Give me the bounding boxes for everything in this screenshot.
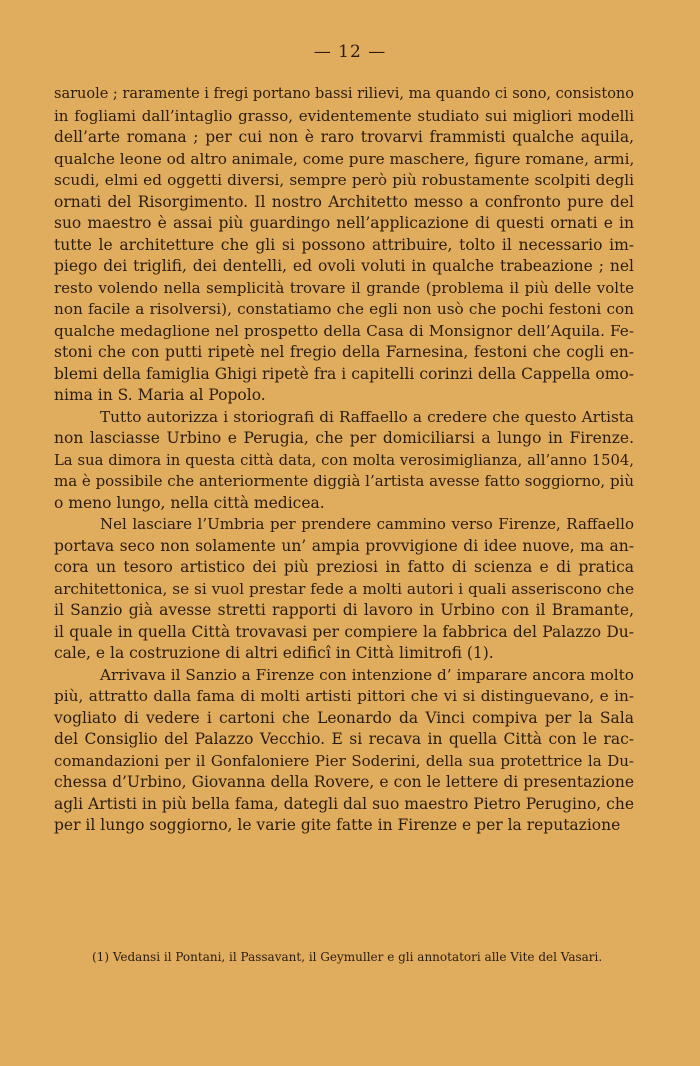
text-line: qualche medaglione nel prospetto della Casa di Monsignor dell’Aquila. Fe- — [54, 321, 634, 340]
footnote: (1) Vedansi il Pontani, il Passavant, il Geymuller e gli annotatori alle Vite del Vasari. — [92, 950, 603, 964]
text-line: agli Artisti in più bella fama, dategli dal suo maestro Pietro Perugino, che — [54, 794, 634, 813]
text-line: comandazioni per il Gonfaloniere Pier Soderini, della sua protettrice la Du- — [54, 751, 634, 770]
paragraph — [54, 665, 634, 837]
text-line: suo maestro è assai più guardingo nell’applicazione di questi ornati e in — [54, 214, 634, 232]
body-text — [54, 84, 634, 837]
text-line: blemi della famiglia Ghigi ripetè fra i capitelli corinzi della Cappella omo- — [54, 364, 634, 383]
text-line: il Sanzio già avesse stretti rapporti di lavoro in Urbino con il Bramante, — [54, 601, 634, 619]
text-line: cale, e la costruzione di altri edificî in Città limitrofi (1). — [54, 644, 494, 662]
text-line: chessa d’Urbino, Giovanna della Rovere, e con le lettere di presentazione — [54, 773, 634, 791]
text-line: La sua dimora in questa città data, con molta verosimiglianza, all’anno 1504, — [54, 451, 634, 469]
text-line: resto volendo nella semplicità trovare il grande (problema il più delle volte — [54, 278, 634, 297]
text-line: ornati del Risorgimento. Il nostro Architetto messo a confronto pure del — [54, 192, 634, 211]
text-line: qualche leone od altro animale, come pure maschere, figure romane, armi, — [54, 149, 635, 168]
text-line: saruole ; raramente i fregi portano bassi rilievi, ma quando ci sono, consistono — [54, 86, 634, 102]
page-number: — 12 — — [313, 42, 387, 62]
text-line: portava seco non solamente un’ ampia provvigione di idee nuove, ma an- — [54, 536, 634, 555]
text-line: tutte le architetture che gli si possono attribuire, tolto il necessario im- — [54, 235, 634, 254]
text-line: non facile a risolversi), constatiamo che egli non usò che pochi festoni con — [54, 300, 634, 318]
text-line: nima in S. Maria al Popolo. — [54, 386, 266, 404]
text-line: del Consiglio del Palazzo Vecchio. E si recava in quella Città con le rac- — [54, 730, 634, 748]
text-line: per il lungo soggiorno, le varie gite fatte in Firenze e per la reputazione — [54, 816, 621, 834]
text-line: dell’arte romana ; per cui non è raro trovarvi frammisti qualche aquila, — [54, 128, 634, 146]
text-line: vogliato di vedere i cartoni che Leonardo da Vinci compiva per la Sala — [54, 708, 634, 727]
text-line: scudi, elmi ed oggetti diversi, sempre però più robustamente scolpiti degli — [54, 171, 634, 189]
text-line: stoni che con putti ripetè nel fregio della Farnesina, festoni che cogli en- — [54, 343, 634, 361]
text-line: ma è possibile che anteriormente diggià l’artista avesse fatto soggiorno, più — [54, 472, 635, 490]
text-line: piego dei triglifi, dei dentelli, ed ovoli voluti in qualche trabeazione ; nel — [54, 257, 634, 275]
text-line: il quale in quella Città trovavasi per compiere la fabbrica del Palazzo Du- — [54, 622, 634, 641]
paragraph — [54, 407, 634, 515]
text-line: Nel lasciare l’Umbria per prendere cammino verso Firenze, Raffaello — [100, 515, 634, 533]
text-line: Arrivava il Sanzio a Firenze con intenzione d’ imparare ancora molto — [100, 665, 634, 684]
text-line: in fogliami dall’intaglio grasso, evidentemente studiato sui migliori modelli — [54, 106, 634, 125]
text-line: cora un tesoro artistico dei più preziosi in fatto di scienza e di pratica — [54, 558, 634, 576]
paragraph — [54, 514, 634, 665]
text-line: più, attratto dalla fama di molti artisti pittori che vi si distinguevano, e in- — [54, 687, 634, 705]
text-line: o meno lungo, nella città medicea. — [54, 493, 325, 512]
text-line: non lasciasse Urbino e Perugia, che per domiciliarsi a lungo in Firenze. — [54, 429, 634, 447]
text-line: architettonica, se si vuol prestar fede a molti autori i quali asseriscono che — [54, 579, 634, 598]
paragraph — [54, 84, 634, 407]
text-line: Tutto autorizza i storiografi di Raffaello a credere che questo Artista — [100, 407, 634, 426]
